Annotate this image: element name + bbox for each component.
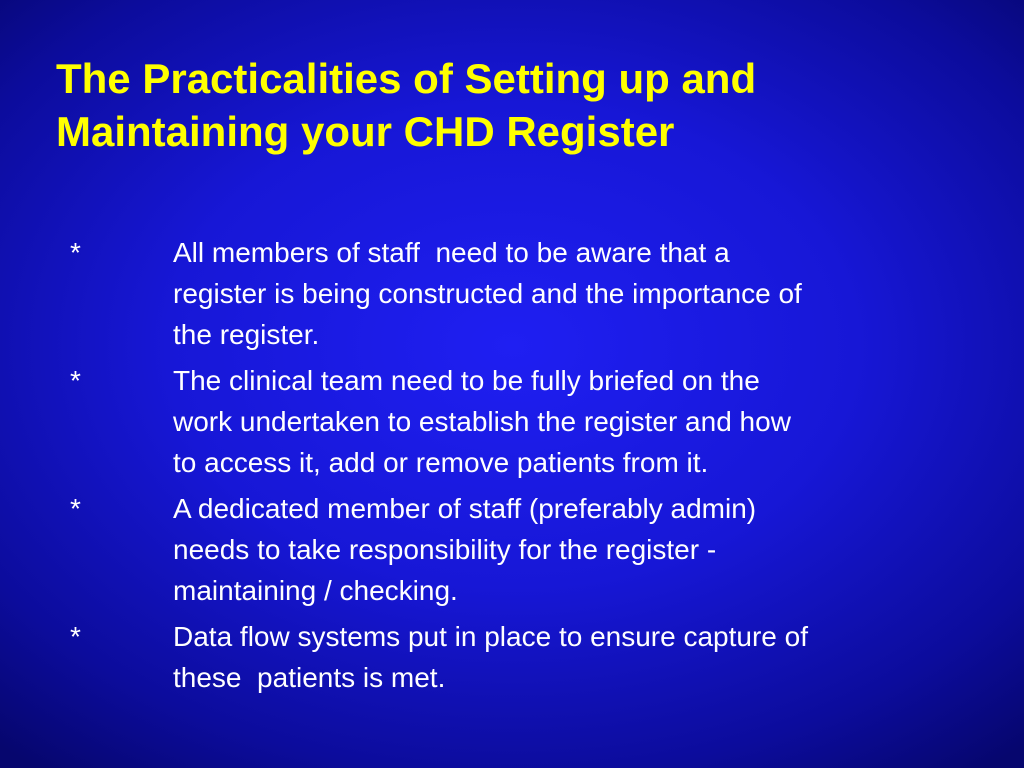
bullet-text-line: register is being constructed and the importance of: [173, 278, 802, 309]
bullet-text-line: The clinical team need to be fully briefed on the: [173, 365, 760, 396]
slide-title-line: Maintaining your CHD Register: [56, 108, 675, 155]
bullet-item: [70, 616, 970, 698]
bullet-text-line: the register.: [173, 319, 320, 350]
bullet-text-line: Data flow systems put in place to ensure capture of: [173, 621, 808, 652]
bullet-text-line: these patients is met.: [173, 662, 446, 693]
bullet-text-line: maintaining / checking.: [173, 575, 458, 606]
bullet-text-line: work undertaken to establish the register and how: [173, 406, 791, 437]
bullet-marker: *: [70, 621, 81, 652]
bullet-text-line: A dedicated member of staff (preferably admin): [173, 493, 757, 524]
bullet-item: [70, 360, 970, 483]
bullet-text-line: needs to take responsibility for the register -: [173, 534, 717, 565]
bullet-marker: *: [70, 365, 81, 396]
bullet-text-line: to access it, add or remove patients from it.: [173, 447, 709, 478]
slide-title: [56, 52, 996, 158]
bullet-list: [70, 232, 970, 703]
bullet-item: [70, 232, 970, 355]
bullet-marker: *: [70, 237, 81, 268]
bullet-item: [70, 488, 970, 611]
bullet-text-line: All members of staff need to be aware that a: [173, 237, 730, 268]
slide-title-line: The Practicalities of Setting up and: [56, 55, 757, 102]
bullet-marker: *: [70, 493, 81, 524]
